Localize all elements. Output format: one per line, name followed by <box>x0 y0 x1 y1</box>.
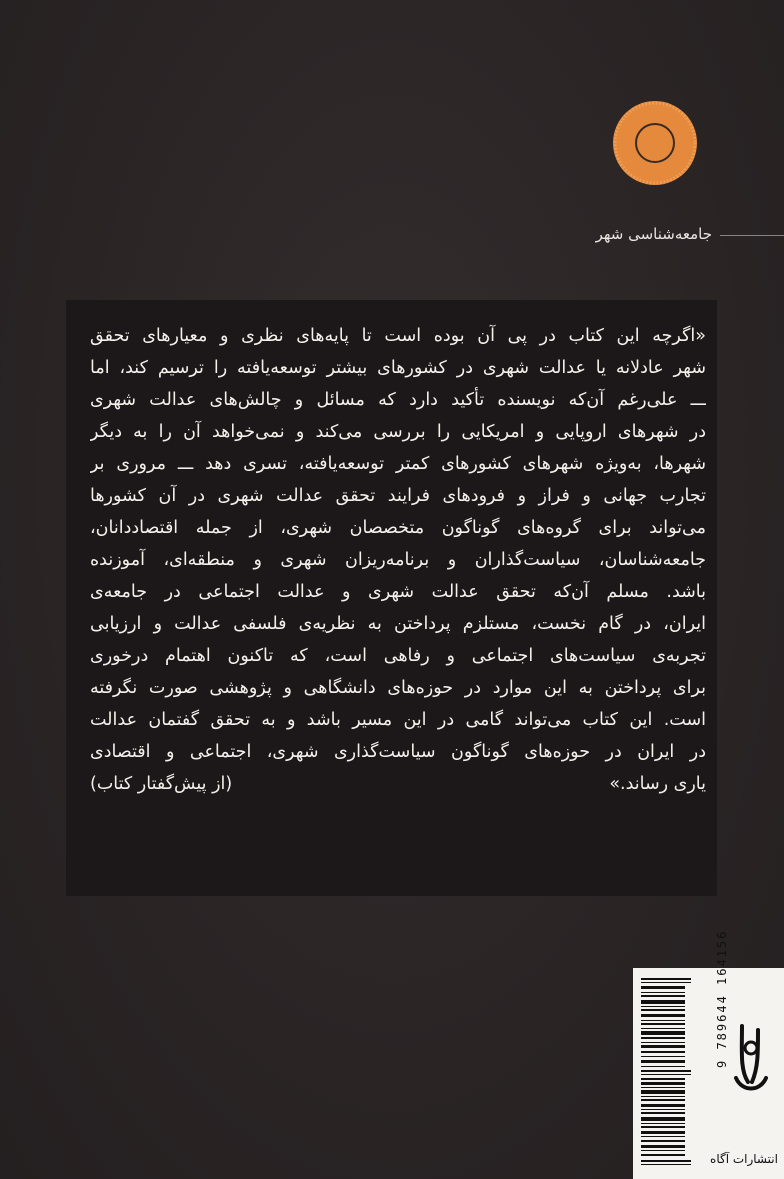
blurb-line: تجارب جهانی و فراز و فرودهای فرایند تحقق عدالت شهری در آن کشورها <box>90 486 706 506</box>
blurb-line: برای پرداختن به این موارد در حوزه‌های دانشگاهی و پژوهشی صورت نگرفته <box>90 678 706 698</box>
blurb-line: شهرها، به‌ویژه شهرهای کشورهای کمتر توسعه‌یافته، تسری دهد ـــ مروری بر <box>90 454 706 474</box>
barcode-icon <box>639 974 705 1174</box>
blurb-line: تجربه‌ی سیاست‌های اجتماعی و رفاهی است، که تاکنون اهتمام درخوری <box>90 646 706 666</box>
blurb-line: ـــ علی‌رغم آن‌که نویسنده تأکید دارد که مسائل و چالش‌های عدالت شهری <box>90 390 706 410</box>
blurb-line: در شهرهای اروپایی و امریکایی را بررسی می‌کند و نمی‌خواهد آن را به دیگر <box>90 422 706 442</box>
publisher-name: انتشارات آگاه <box>710 1152 778 1166</box>
blurb-line: شهر عادلانه یا عدالت شهری در کشورهای بیشتر توسعه‌یافته را ترسیم کند، اما <box>90 358 706 378</box>
blurb-line: «اگرچه این کتاب در پی آن بوده است تا پایه‌های نظری و معیارهای تحقق <box>90 326 706 346</box>
blurb-line: باشد. مسلم آن‌که تحقق عدالت شهری و عدالت اجتماعی در جامعه‌ی <box>90 582 706 602</box>
blurb-source: (از پیش‌گفتار کتاب) <box>90 774 233 794</box>
blurb-line: می‌تواند برای گروه‌های گوناگون متخصصان شهری، از جمله اقتصاددانان، <box>90 518 706 538</box>
blurb-final-row <box>90 768 706 800</box>
blurb-line: ایران، در گام نخست، مستلزم پرداختن به نظریه‌ی فلسفی عدالت و ارزیابی <box>90 614 706 634</box>
blurb-final-line: یاری رساند.» <box>609 774 706 794</box>
isbn-number: 9 789644 164156 <box>715 929 729 1068</box>
series-divider <box>720 235 784 236</box>
blurb-text <box>90 320 706 800</box>
series-label: جامعه‌شناسی شهر <box>595 225 712 243</box>
barcode-card <box>633 929 784 1179</box>
blurb-line: در ایران در حوزه‌های گوناگون سیاست‌گذاری شهری، اجتماعی و اقتصادی <box>90 742 706 762</box>
blurb-line: جامعه‌شناسان، سیاست‌گذاران و برنامه‌ریزان شهری و منطقه‌ای، آموزنده <box>90 550 706 570</box>
sun-circle-emblem-icon <box>612 100 698 186</box>
agah-calligraphy-logo-icon <box>728 1020 774 1100</box>
blurb-line: است. این کتاب می‌تواند گامی در این مسیر باشد و به تحقق گفتمان عدالت <box>90 710 706 730</box>
